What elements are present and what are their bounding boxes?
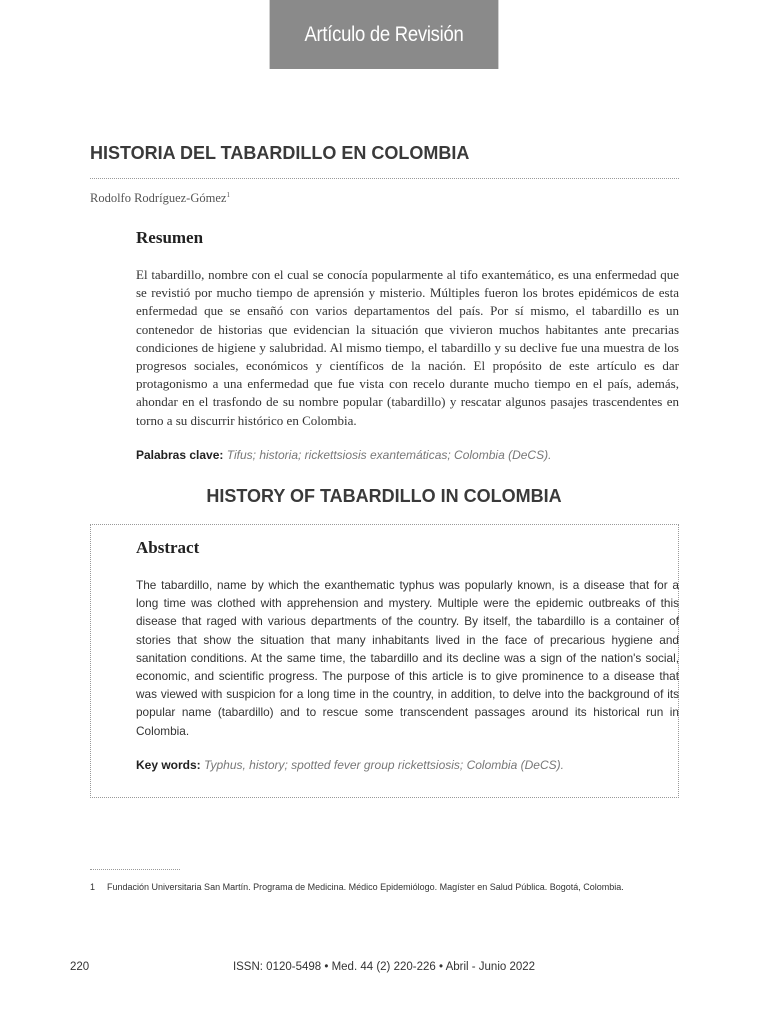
resumen-section <box>136 228 679 462</box>
author-name: Rodolfo Rodríguez-Gómez <box>90 191 227 206</box>
footnote-divider <box>90 869 180 870</box>
footnote-text: Fundación Universitaria San Martín. Programa de Medicina. Médico Epidemiólogo. Magíster en Salud Pública. Bogotá, Colombia. <box>107 882 624 892</box>
author-footnote-mark: 1 <box>226 191 230 199</box>
abstract-section <box>136 538 679 772</box>
resumen-text: El tabardillo, nombre con el cual se conocía popularmente al tifo exantemático, es una enfermedad que se revistió por mucho tiempo de aprensión y misterio. Múltiples fueron los brotes epidémicos de esta enfermedad que se ensañó con varios departamentos del país. Por sí mismo, el tabardillo es un contenedor de historias que evidencian la situación que vivieron muchos habitantes ante precarias condiciones de higiene y salubridad. Al mismo tiempo, el tabardillo y su declive fue una muestra de los progresos sociales, económicos y científicos de la nación. El propósito de este artículo es dar protagonismo a una enfermedad que fue vista con recelo durante mucho tiempo en el país, además, ahondar en el trasfondo de su nombre popular (tabardillo) y rescatar algunos pasajes trascendentes en torno a su discurrir histórico en Colombia. <box>136 267 679 428</box>
footnote <box>90 882 624 892</box>
abstract-text: The tabardillo, name by which the exanthematic typhus was popularly known, is a disease that for a long time was clothed with apprehension and mystery. Multiple were the epidemic outbreaks of this disease that raged with various departments of the country. By itself, the tabardillo is a container of stories that show the situation that many inhabitants lived in the face of precarious hygiene and sanitation conditions. At the same time, the tabardillo and its decline was a sign of the nation's social, economic, and scientific progress. The purpose of this article is to give prominence to a disease that was viewed with suspicion for a long time in the country, in addition, to delve into the background of its popular name (tabardillo) and to rescue some transcendent passages around its historical run in Colombia. <box>136 578 679 738</box>
palabras-clave-values: Tifus; historia; rickettsiosis exantemáticas; Colombia (DeCS). <box>226 447 552 462</box>
footnote-number: 1 <box>90 882 96 892</box>
title-divider <box>90 178 679 179</box>
journal-info: ISSN: 0120-5498 • Med. 44 (2) 220-226 • Abril - Junio 2022 <box>232 961 536 973</box>
section-banner <box>270 0 499 69</box>
abstract-heading: Abstract <box>136 538 200 557</box>
palabras-clave-label: Palabras clave: <box>136 447 224 462</box>
section-label: Artículo de Revisión <box>304 22 464 46</box>
key-words <box>136 758 679 772</box>
page-number: 220 <box>70 961 90 973</box>
article-title-spanish: HISTORIA DEL TABARDILLO EN COLOMBIA <box>90 143 470 163</box>
author-line <box>90 191 230 206</box>
key-words-values: Typhus, history; spotted fever group rickettsiosis; Colombia (DeCS). <box>204 757 564 772</box>
article-title-english: HISTORY OF TABARDILLO IN COLOMBIA <box>206 486 562 506</box>
resumen-heading: Resumen <box>136 228 204 247</box>
key-words-label: Key words: <box>136 757 201 772</box>
palabras-clave <box>136 448 679 462</box>
